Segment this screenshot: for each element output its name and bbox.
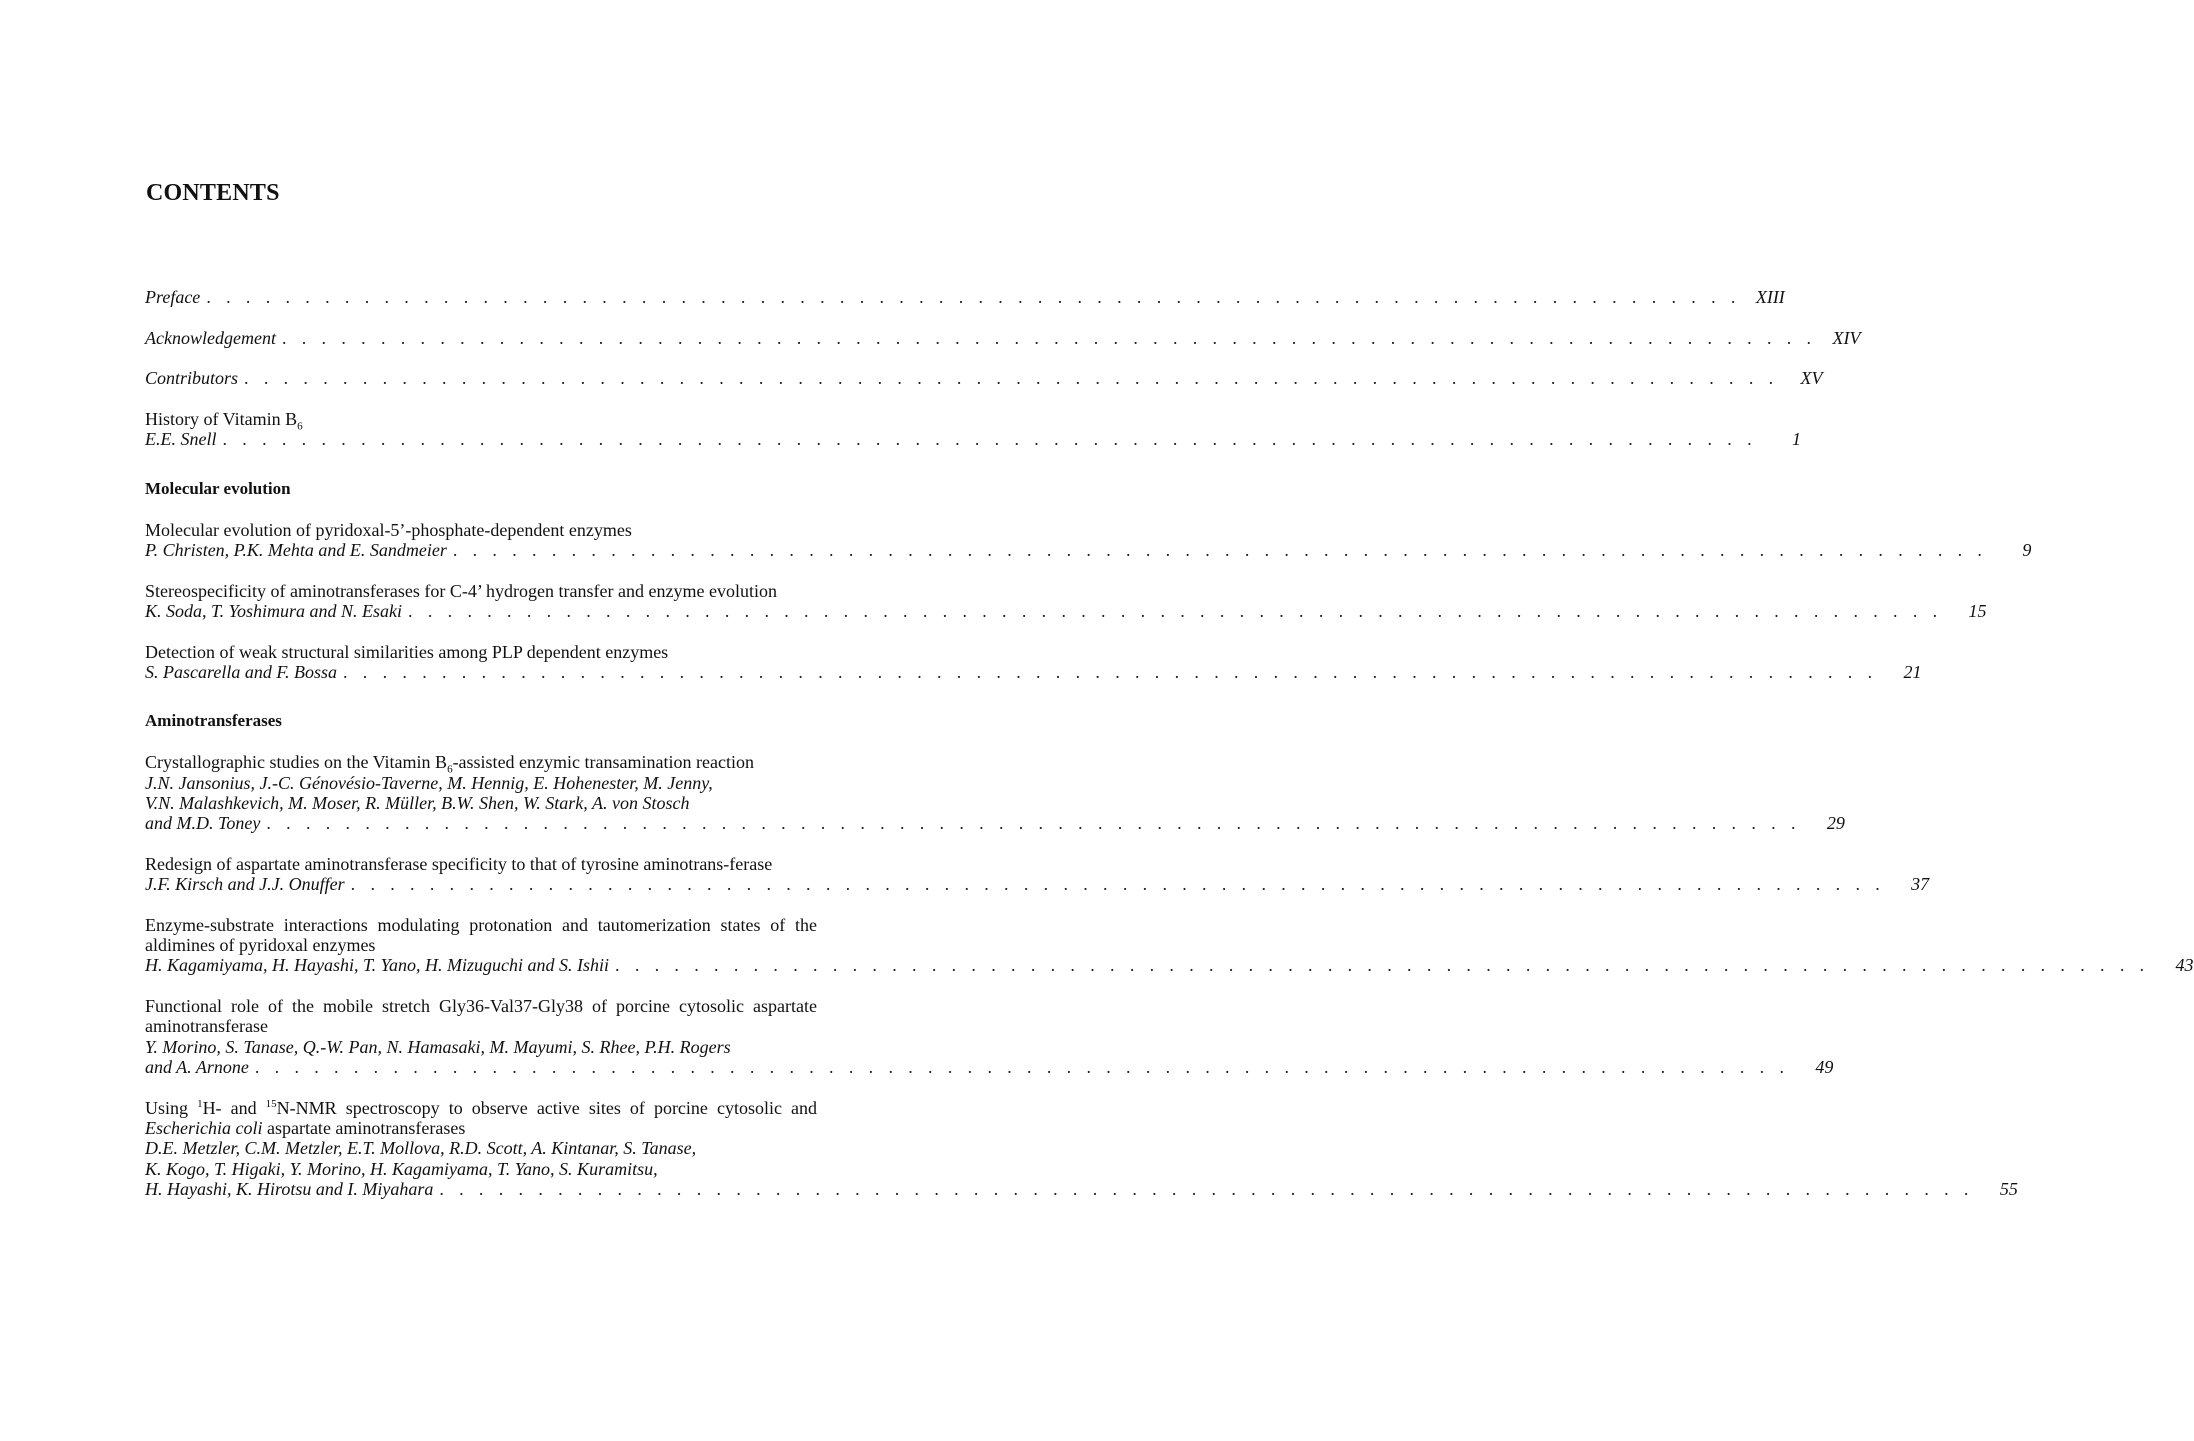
page-number: 43 [2175, 955, 2194, 976]
dot-leader: . . . . . . . . . . . . . . . . . . . . . . . . . . . . . . . . . . . . . . . . . . . . . . . . . . . . . . . . . . . . . . . . . . . . . . . . . . . . . . [222, 429, 1757, 450]
entry-title: Stereospecificity of aminotransferases for C-4’ hydrogen transfer and enzyme evolution [145, 580, 777, 601]
entry-authors: H. Kagamiyama, H. Hayashi, T. Yano, H. Mizuguchi and S. Ishii [145, 955, 610, 976]
entry-authors: E.E. Snell [145, 429, 217, 450]
dot-leader: . . . . . . . . . . . . . . . . . . . . . . . . . . . . . . . . . . . . . . . . . . . . . . . . . . . . . . . . . . . . . . . . . . . . . . . . . . . . . . [615, 955, 2150, 976]
dot-leader: . . . . . . . . . . . . . . . . . . . . . . . . . . . . . . . . . . . . . . . . . . . . . . . . . . . . . . . . . . . . . . . . . . . . . . . . . . . . . . [206, 287, 1741, 307]
page-number: XV [1800, 368, 1823, 389]
entry-authors: J.N. Jansonius, J.-C. Génovésio-Taverne, M. Hennig, E. Hohenester, M. Jenny, [145, 772, 713, 793]
toc-entry-history[interactable] [145, 409, 1801, 450]
toc-entry[interactable] [145, 519, 2032, 561]
entry-title: Crystallographic studies on the Vitamin $B_6$-assisted enzymic transamination reaction [145, 752, 754, 776]
entry-authors: and M.D. Toney [145, 813, 261, 834]
entry-authors: V.N. Malashkevich, M. Moser, R. Müller, B.W. Shen, W. Stark, A. von Stosch [145, 792, 690, 813]
dot-leader: . . . . . . . . . . . . . . . . . . . . . . . . . . . . . . . . . . . . . . . . . . . . . . . . . . . . . . . . . . . . . . . . . . . . . . . . . . . . . . [266, 813, 1801, 834]
entry-title: Molecular evolution of pyridoxal-5’-phosphate-dependent enzymes [145, 519, 632, 540]
toc-entry-acknowledgement[interactable] [145, 327, 1861, 348]
page-number: XIV [1832, 327, 1861, 348]
dot-leader: . . . . . . . . . . . . . . . . . . . . . . . . . . . . . . . . . . . . . . . . . . . . . . . . . . . . . . . . . . . . . . . . . . . . . . . . . . . . . . [343, 661, 1878, 682]
toc-entry[interactable] [145, 1097, 2018, 1199]
page-number: 9 [2022, 539, 2032, 560]
dot-leader: . . . . . . . . . . . . . . . . . . . . . . . . . . . . . . . . . . . . . . . . . . . . . . . . . . . . . . . . . . . . . . . . . . . . . . . . . . . . . . [439, 1178, 1974, 1199]
dot-leader: . . . . . . . . . . . . . . . . . . . . . . . . . . . . . . . . . . . . . . . . . . . . . . . . . . . . . . . . . . . . . . . . . . . . . . . . . . . . . . [254, 1056, 1790, 1077]
toc-entry[interactable] [145, 914, 2194, 976]
toc-entry[interactable] [145, 752, 1845, 834]
entry-title: Redesign of aspartate aminotransferase specificity to that of tyrosine aminotrans-ferase [145, 853, 773, 874]
dot-leader: . . . . . . . . . . . . . . . . . . . . . . . . . . . . . . . . . . . . . . . . . . . . . . . . . . . . . . . . . . . . . . . . . . . . . . . . . . . . . . [452, 539, 1988, 560]
toc-entry[interactable] [145, 641, 1922, 683]
entry-title: Detection of weak structural similarities among PLP dependent enzymes [145, 641, 669, 662]
entry-authors: D.E. Metzler, C.M. Metzler, E.T. Mollova, R.D. Scott, A. Kintanar, S. Tanase, [145, 1138, 697, 1159]
dot-leader: . . . . . . . . . . . . . . . . . . . . . . . . . . . . . . . . . . . . . . . . . . . . . . . . . . . . . . . . . . . . . . . . . . . . . . . . . . . . . . [244, 368, 1779, 389]
page-number: 1 [1791, 429, 1801, 450]
entry-authors: S. Pascarella and F. Bossa [145, 661, 337, 682]
toc-entry[interactable] [145, 853, 1930, 895]
entry-title: History of Vitamin $B_6$ [145, 409, 303, 433]
dot-leader: . . . . . . . . . . . . . . . . . . . . . . . . . . . . . . . . . . . . . . . . . . . . . . . . . . . . . . . . . . . . . . . . . . . . . . . . . . . . . . [408, 600, 1943, 621]
entry-label: Contributors [145, 368, 239, 389]
toc-entry-contributors[interactable] [145, 368, 1823, 389]
entry-title: Using $^1$H- and $^{15}$N-NMR spectroscopy to observe active sites of porcine cytosolic and Escherichia coli aspartate aminotransferases [145, 1097, 817, 1138]
toc-entry[interactable] [145, 580, 1987, 622]
dot-leader: . . . . . . . . . . . . . . . . . . . . . . . . . . . . . . . . . . . . . . . . . . . . . . . . . . . . . . . . . . . . . . . . . . . . . . . . . . . . . . [281, 327, 1817, 348]
page-number: 21 [1903, 661, 1922, 682]
page-number: XIII [1755, 287, 1785, 307]
table-of-contents [145, 287, 2194, 1220]
entry-authors: K. Soda, T. Yoshimura and N. Esaki [145, 600, 403, 621]
page-number: 49 [1815, 1056, 1834, 1077]
entry-title: Functional role of the mobile stretch Gly36-Val37-Gly38 of porcine cytosolic aspartate aminotransferase [145, 996, 817, 1037]
page-number: 29 [1826, 813, 1845, 834]
entry-authors: J.F. Kirsch and J.J. Onuffer [145, 874, 345, 895]
entry-authors: H. Hayashi, K. Hirotsu and I. Miyahara [145, 1178, 434, 1199]
entry-authors: K. Kogo, T. Higaki, Y. Morino, H. Kagamiyama, T. Yano, S. Kuramitsu, [145, 1158, 658, 1179]
section-heading-molecular-evolution: Molecular evolution [145, 478, 291, 498]
page-number: 55 [1999, 1178, 2018, 1199]
entry-title: Enzyme-substrate interactions modulating protonation and tautomerization states of the aldimines of pyridoxal enzymes [145, 914, 817, 956]
page-title: CONTENTS [146, 180, 280, 206]
entry-label: Acknowledgement [145, 327, 276, 348]
section-heading-aminotransferases: Aminotransferases [145, 711, 282, 731]
toc-entry[interactable] [145, 996, 1834, 1077]
entry-authors: and A. Arnone [145, 1056, 249, 1077]
entry-authors: Y. Morino, S. Tanase, Q.-W. Pan, N. Hamasaki, M. Mayumi, S. Rhee, P.H. Rogers [145, 1036, 731, 1057]
page-number: 15 [1968, 600, 1987, 621]
entry-label: Preface [145, 287, 201, 307]
entry-authors: P. Christen, P.K. Mehta and E. Sandmeier [145, 539, 447, 560]
dot-leader: . . . . . . . . . . . . . . . . . . . . . . . . . . . . . . . . . . . . . . . . . . . . . . . . . . . . . . . . . . . . . . . . . . . . . . . . . . . . . . [350, 874, 1886, 895]
page-number: 37 [1911, 874, 1930, 895]
toc-entry-preface[interactable] [145, 287, 1785, 307]
